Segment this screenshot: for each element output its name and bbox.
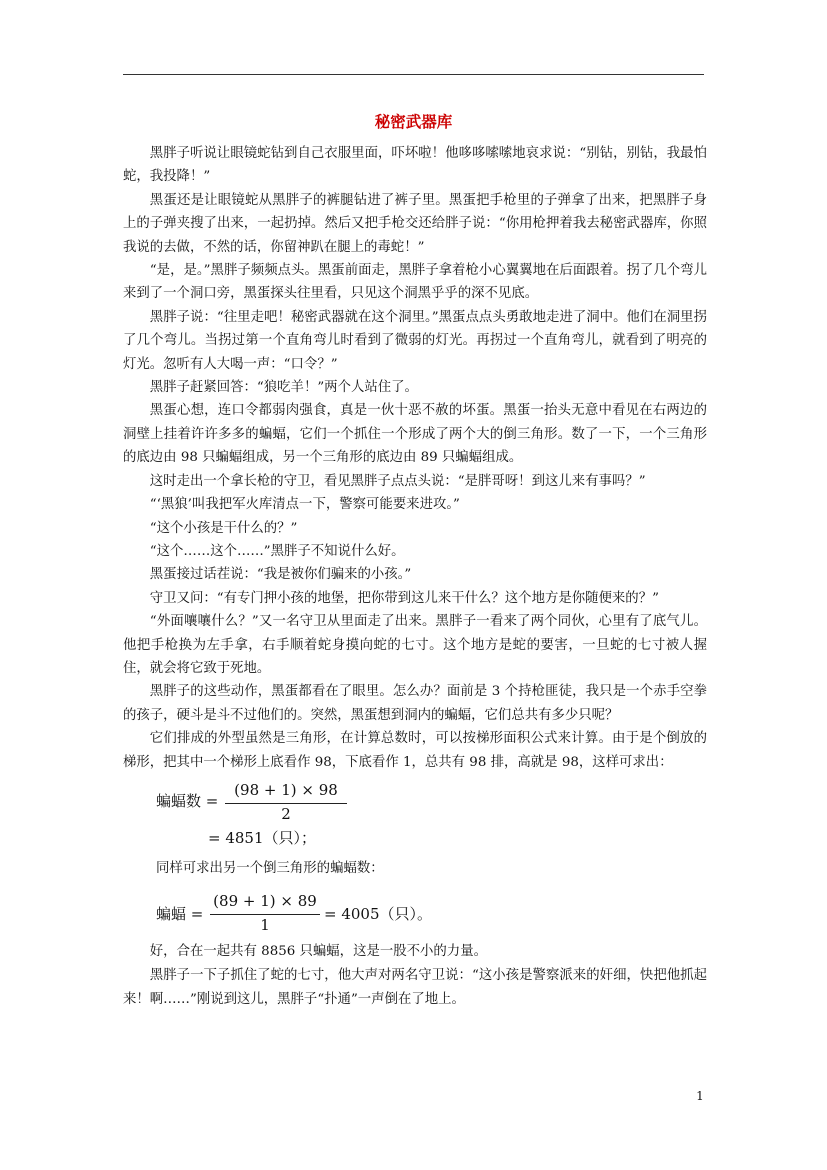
equation-result: = 4851（只）； [208,829,317,847]
fraction-bar [225,803,347,804]
equation-bat-count-2 [156,890,433,940]
equation-bat-count-1 [156,781,356,847]
paragraph: “外面嚷嚷什么？”又一名守卫从里面走了出来。黑胖子一看来了两个同伙，心里有了底气儿。他把手枪换为左手拿，右手顺着蛇身摸向蛇的七寸。这个地方是蛇的要害，一旦蛇的七寸被人握住，就会将它致于死地。 [123,614,707,676]
paragraph: 它们排成的外型虽然是三角形，在计算总数时，可以按梯形面积公式来计算。由于是个倒放的梯形，把其中一个梯形上底看作 98，下底看作 1，总共有 98 排，高就是 98，这样可求出： [123,731,707,770]
paragraph: 这时走出一个拿长枪的守卫，看见黑胖子点点头说：“是胖哥呀！到这儿来有事吗？” [149,473,646,489]
paragraph: 黑胖子说：“往里走吧！秘密武器就在这个洞里。”黑蛋点点头勇敢地走进了洞中。他们在洞里拐了几个弯儿。当拐过第一个直角弯儿时看到了微弱的灯光。再拐过一个直角弯儿，就看到了明亮的灯光。忽听有人大喝一声：“口令？” [123,309,707,372]
paragraph: 同样可求出另一个倒三角形的蝙蝠数： [156,861,384,876]
equation-numerator: (89 + 1) × 89 [213,892,317,910]
paragraph: “这个……这个……”黑胖子不知说什么好。 [149,543,405,559]
equation-label: 蝙蝠 = [156,905,204,923]
equation-label: 蝙蝠数 = [156,792,219,810]
paragraph: 黑蛋心想，连口令都弱肉强食，真是一伙十恶不赦的坏蛋。黑蛋一抬头无意中看见在右两边的洞壁上挂着许许多多的蝙蝠，它们一个抓住一个形成了两个大的倒三角形。数了一下，一个三角形的底边由 98 只蝙蝠组成，另一个三角形的底边由 89 只蝙蝠组成。 [123,403,707,466]
equation-result: = 4005（只）。 [324,905,433,923]
paragraph: 黑蛋还是让眼镜蛇从黑胖子的裤腿钻进了裤子里。黑蛋把手枪里的子弹拿了出来，把黑胖子身上的子弹夹搜了出来，一起扔掉。然后又把手枪交还给胖子说：“你用枪押着我去秘密武器库，你照我说的去做，不然的话，你留神趴在腿上的毒蛇！” [123,192,707,255]
paragraph: 黑胖子赶紧回答：“狼吃羊！”两个人站住了。 [149,380,418,396]
closing-text [123,940,707,1012]
page-number: 1 [696,1089,704,1103]
paragraph: “是，是。”黑胖子频频点头。黑蛋前面走，黑胖子拿着枪小心翼翼地在后面跟着。拐了几个弯儿来到了一个洞口旁，黑蛋探头往里看，只见这个洞黑乎乎的深不见底。 [123,263,707,302]
paragraph: 黑胖子的这些动作，黑蛋都看在了眼里。怎么办？面前是 3 个持枪匪徒，我只是一个赤手空拳的孩子，硬斗是斗不过他们的。突然，黑蛋想到洞内的蝙蝠，它们总共有多少只呢？ [123,684,707,723]
paragraph: 黑胖子一下子抓住了蛇的七寸，他大声对两名守卫说：“这小孩是警察派来的奸细，快把他抓起来！啊……”刚说到这儿，黑胖子“扑通”一声倒在了地上。 [123,968,707,1007]
fraction-bar [210,914,320,915]
paragraph: 黑胖子听说让眼镜蛇钻到自己衣服里面，吓坏啦！他哆哆嗦嗦地哀求说：“别钻，别钻，我最怕蛇，我投降！” [123,146,707,185]
page-title: 秘密武器库 [374,112,453,131]
paragraph: 守卫又问：“有专门押小孩的地堡，把你带到这儿来干什么？这个地方是你随便来的？” [149,590,659,606]
body-text [123,142,707,774]
paragraph: “‘黑狼’叫我把军火库清点一下，警察可能要来进攻。” [149,497,460,513]
equation-numerator: (98 + 1) × 98 [234,781,338,799]
paragraph: “这个小孩是干什么的？” [149,520,298,536]
paragraph: 好，合在一起共有 8856 只蝙蝠，这是一股不小的力量。 [149,944,487,959]
equation-denominator: 1 [260,916,270,934]
paragraph: 黑蛋接过话茬说：“我是被你们骗来的小孩。” [149,567,412,583]
equation-denominator: 2 [281,805,291,823]
header-rule [123,74,704,75]
